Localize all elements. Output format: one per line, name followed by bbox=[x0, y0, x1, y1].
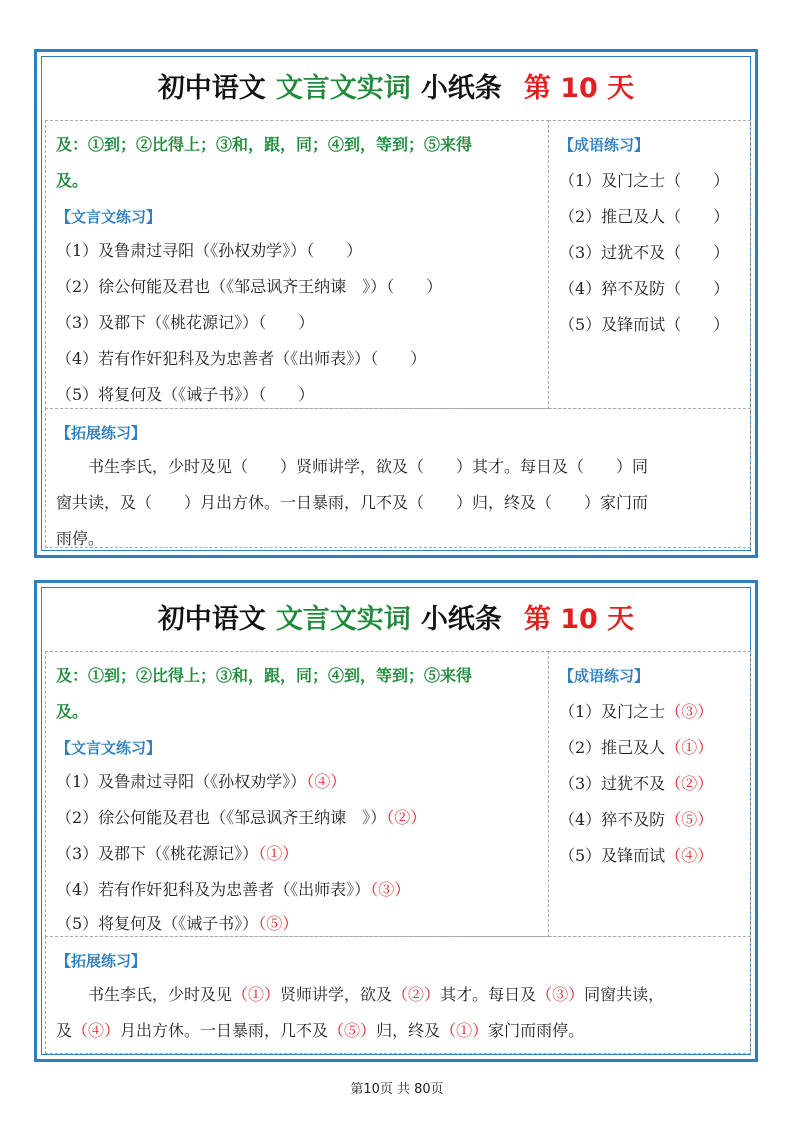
story-line-3: 雨停。 bbox=[56, 529, 105, 548]
chengyu-answer-2: （2）推己及人（①） bbox=[559, 738, 714, 757]
chengyu-item-3: （3）过犹不及（ ） bbox=[559, 243, 730, 262]
page-footer: 第10页 共 80页 bbox=[350, 1082, 444, 1097]
story-line-2: 窗共读，及（ ）月出方休。一日暴雨，几不及（ ）归，终及（ ）家门而 bbox=[56, 493, 649, 512]
chengyu-answer-3: （3）过犹不及（②） bbox=[559, 774, 714, 793]
story-text bbox=[56, 449, 742, 557]
tuozhan-box bbox=[45, 408, 751, 548]
answer-mark: （②） bbox=[665, 774, 714, 793]
answer-mark: （③） bbox=[665, 702, 714, 721]
definition-line-2: 及。 bbox=[56, 702, 89, 721]
chengyu-answer-1: （1）及门之士（③） bbox=[559, 702, 714, 721]
title-day: 第 10 天 bbox=[523, 604, 635, 635]
answer-mark: （③） bbox=[536, 985, 585, 1004]
wenyan-item-1: （1）及鲁肃过寻阳（《孙权劝学》）（ ） bbox=[56, 241, 363, 260]
wenyan-item-2: （2）徐公何能及君也（《邹忌讽齐王纳谏 》）（ ） bbox=[56, 277, 443, 296]
answer-mark: （②） bbox=[386, 808, 427, 827]
card-title bbox=[37, 68, 755, 110]
title-type: 小纸条 bbox=[420, 73, 502, 104]
title-day: 第 10 天 bbox=[523, 73, 635, 104]
chengyu-item-1: （1）及门之士（ ） bbox=[559, 171, 730, 190]
section-tuozhan: 【拓展练习】 bbox=[56, 424, 147, 442]
story-answer-text: 书生李氏，少时及见（①）贤师讲学，欲及（②）其才。每日及（③）同窗共读， 及（④）月出方休。一日暴雨，几不及（⑤）归，终及（①）家门而雨停。 bbox=[56, 985, 665, 1040]
definition-line-2: 及。 bbox=[56, 171, 89, 190]
answer-mark: （①） bbox=[232, 985, 281, 1004]
title-type: 小纸条 bbox=[420, 604, 502, 635]
definition-line-1: 及：①到；②比得上；③和，跟，同；④到，等到；⑤来得 bbox=[56, 666, 473, 685]
answer-mark: （⑤） bbox=[258, 914, 299, 933]
chengyu-answer-4: （4）猝不及防（⑤） bbox=[559, 810, 714, 829]
chengyu-box bbox=[548, 120, 751, 409]
wenyan-item-5: （5）将复何及（《诫子书》）（ ） bbox=[56, 385, 315, 404]
definition-line-1: 及：①到；②比得上；③和，跟，同；④到，等到；⑤来得 bbox=[56, 135, 473, 154]
answer-mark: （②） bbox=[392, 985, 441, 1004]
answer-mark: （⑤） bbox=[328, 1021, 377, 1040]
wenyan-item-4: （4）若有作奸犯科及为忠善者（《出师表》）（ ） bbox=[56, 349, 427, 368]
story-line-1: 书生李氏，少时及见（ ）贤师讲学，欲及（ ）其才。每日及（ ）同 bbox=[88, 457, 649, 476]
section-wenyan: 【文言文练习】 bbox=[56, 739, 162, 757]
chengyu-box bbox=[548, 651, 751, 937]
section-tuozhan: 【拓展练习】 bbox=[56, 952, 147, 970]
wenyan-item-3: （3）及郡下（《桃花源记》）（ ） bbox=[56, 313, 315, 332]
answer-mark: （④） bbox=[665, 846, 714, 865]
chengyu-item-5: （5）及锋而试（ ） bbox=[559, 315, 730, 334]
answer-mark: （④） bbox=[72, 1021, 121, 1040]
tuozhan-box bbox=[45, 936, 751, 1054]
title-topic: 文言文实词 bbox=[275, 604, 411, 635]
section-chengyu: 【成语练习】 bbox=[559, 136, 650, 154]
wenyan-answer-5: （5）将复何及（《诫子书》）（⑤） bbox=[56, 914, 299, 933]
wenyan-answer-1: （1）及鲁肃过寻阳（《孙权劝学》）（④） bbox=[56, 772, 347, 791]
card-title bbox=[37, 599, 755, 641]
section-chengyu: 【成语练习】 bbox=[559, 667, 650, 685]
answer-mark: （①） bbox=[665, 738, 714, 757]
section-wenyan: 【文言文练习】 bbox=[56, 208, 162, 226]
wenyan-answer-3: （3）及郡下（《桃花源记》）（①） bbox=[56, 844, 299, 863]
title-subject: 初中语文 bbox=[157, 604, 266, 635]
answer-card bbox=[34, 580, 758, 1062]
answer-mark: （①） bbox=[258, 844, 299, 863]
answer-mark: （④） bbox=[306, 772, 347, 791]
wenyan-answer-4: （4）若有作奸犯科及为忠善者（《出师表》）（③） bbox=[56, 880, 411, 899]
chengyu-item-4: （4）猝不及防（ ） bbox=[559, 279, 730, 298]
answer-mark: （①） bbox=[440, 1021, 489, 1040]
wenyan-box bbox=[45, 651, 549, 937]
wenyan-answer-2: （2）徐公何能及君也（《邹忌讽齐王纳谏 》）（②） bbox=[56, 808, 427, 827]
chengyu-item-2: （2）推己及人（ ） bbox=[559, 207, 730, 226]
wenyan-box bbox=[45, 120, 549, 409]
answer-mark: （⑤） bbox=[665, 810, 714, 829]
chengyu-answer-5: （5）及锋而试（④） bbox=[559, 846, 714, 865]
question-card bbox=[34, 49, 758, 558]
title-subject: 初中语文 bbox=[157, 73, 266, 104]
title-topic: 文言文实词 bbox=[275, 73, 411, 104]
answer-mark: （③） bbox=[370, 880, 411, 899]
